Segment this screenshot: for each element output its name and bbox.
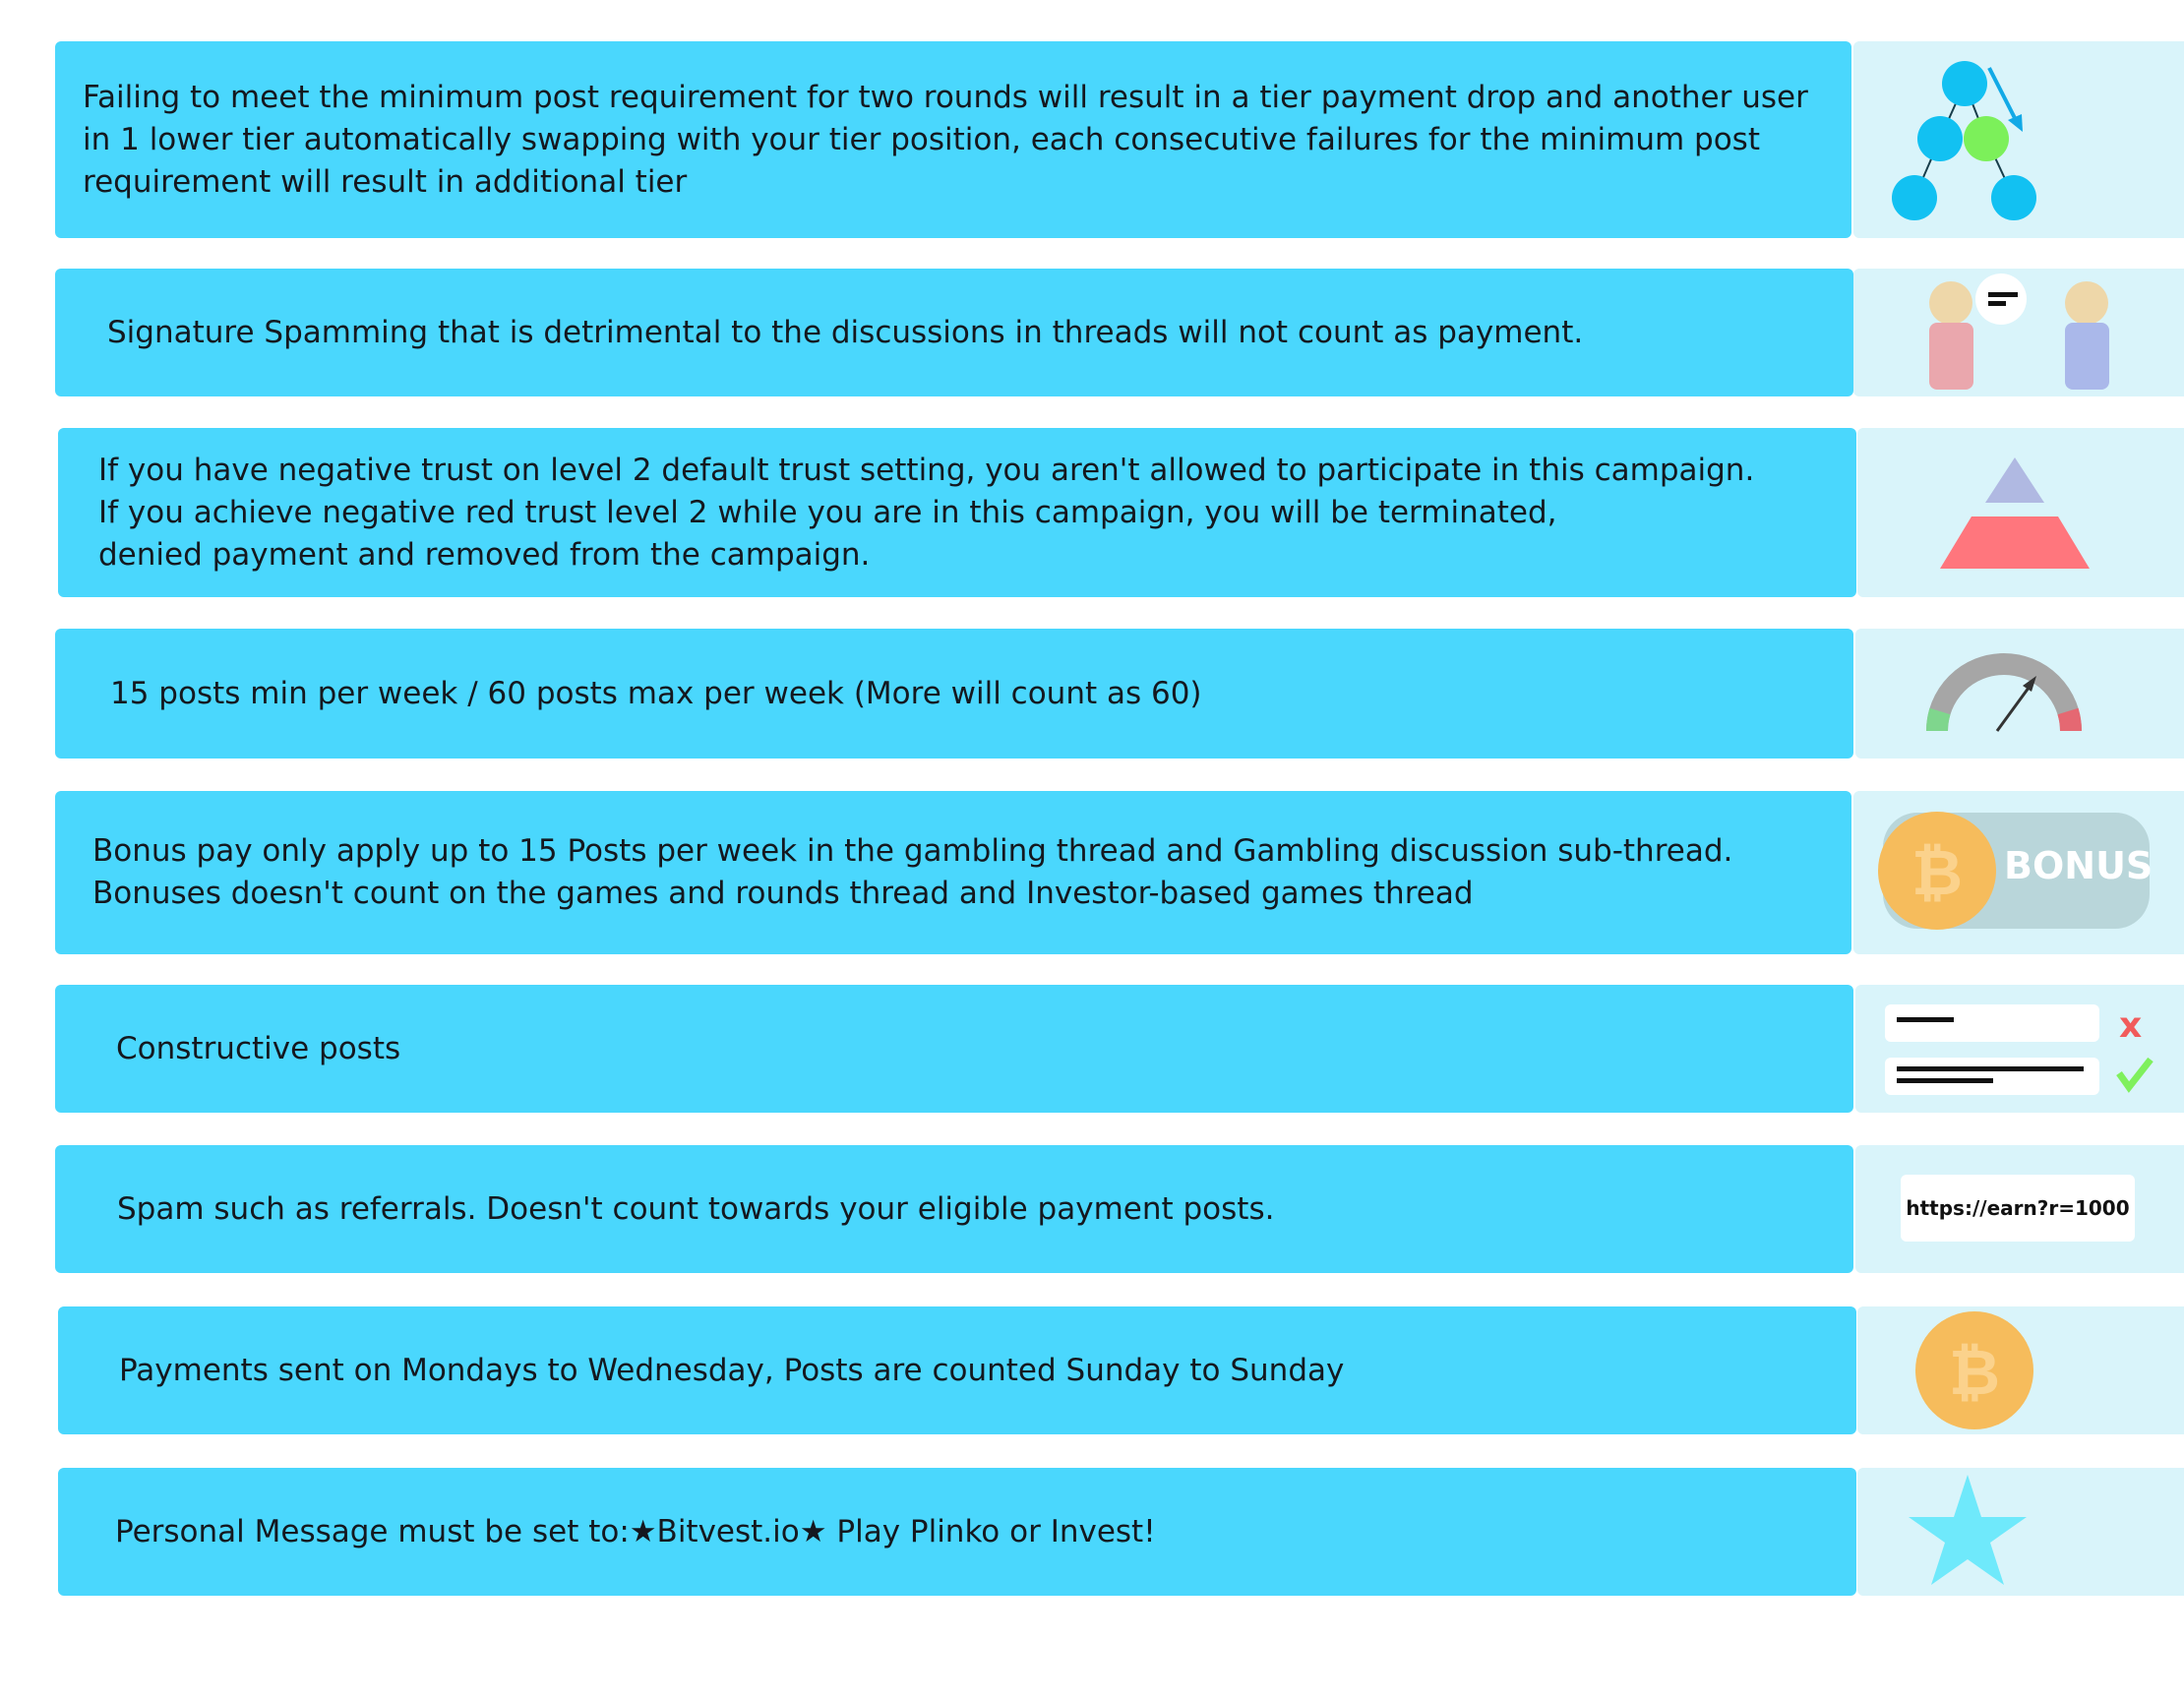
tier-tree-icon [1853, 41, 2184, 238]
rule-row-constructive [55, 985, 2184, 1113]
gauge-icon [1855, 629, 2184, 759]
star-icon [1857, 1468, 2184, 1596]
conversation-people-icon [1853, 269, 2184, 396]
rule-bar [55, 1145, 1853, 1273]
rule-text: Bonus pay only apply up to 15 Posts per week in the gambling thread and Gambling discussion sub-thread. Bonuses doesn't count on the games and rounds thread and Investor-based games thread [92, 833, 1733, 911]
rule-text: Constructive posts [116, 1030, 401, 1066]
rule-icon-panel [1853, 791, 2184, 954]
rule-row-payment-schedule [55, 1306, 2184, 1434]
rule-icon-panel [1855, 629, 2184, 759]
rule-text: Payments sent on Mondays to Wednesday, Posts are counted Sunday to Sunday [119, 1352, 1345, 1388]
rule-row-negative-trust [55, 428, 2184, 597]
rule-bar [55, 791, 1851, 954]
rule-icon-panel [1857, 1306, 2184, 1434]
rule-text: If you have negative trust on level 2 default trust setting, you aren't allowed to participate in this campaign. If you achieve negative red trust level 2 while you are in this campaign, you will be terminated, denied payment and removed from the campaign. [98, 452, 1755, 573]
rule-text: Failing to meet the minimum post requirement for two rounds will result in a tier payment drop and another user in 1 lower tier automatically swapping with your tier position, each consecutive failures for the minimum post requirement will result in additional tier [83, 79, 1808, 200]
referral-link-box [1901, 1175, 2135, 1242]
rule-icon-panel [1855, 1145, 2184, 1273]
svg-text:₿: ₿ [1948, 1337, 2001, 1410]
rule-row-bonus [55, 791, 2184, 954]
rule-bar [58, 1306, 1856, 1434]
rule-icon-panel [1853, 41, 2184, 238]
rule-text: Spam such as referrals. Doesn't count towards your eligible payment posts. [117, 1190, 1275, 1227]
rule-row-personal-message [55, 1468, 2184, 1596]
bonus-label: BONUS [2004, 844, 2154, 887]
rule-text: Personal Message must be set to:★Bitvest.io★ Play Plinko or Invest! [115, 1513, 1156, 1549]
rule-icon-panel [1857, 1468, 2184, 1596]
rule-bar [55, 41, 1851, 238]
svg-text:x: x [2119, 1005, 2143, 1046]
rule-icon-panel [1857, 428, 2184, 597]
rule-bar [58, 1468, 1856, 1596]
bitcoin-icon [1857, 1306, 2184, 1434]
rule-icon-panel [1853, 269, 2184, 396]
rule-row-tier-drop [55, 41, 2184, 238]
rule-bar [55, 629, 1853, 759]
trust-pyramid-icon [1857, 428, 2184, 597]
referral-link-text: https://earn?r=1000 [1906, 1196, 2130, 1220]
rule-icon-panel [1855, 985, 2184, 1113]
rule-bar [58, 428, 1856, 597]
rule-text: Signature Spamming that is detrimental to the discussions in threads will not count as payment. [107, 314, 1584, 350]
rule-text: 15 posts min per week / 60 posts max per week (More will count as 60) [110, 675, 1202, 711]
rule-row-signature-spam [55, 269, 2184, 396]
rule-row-post-limits [55, 629, 2184, 759]
rule-row-referral-spam [55, 1145, 2184, 1273]
rule-bar [55, 269, 1853, 396]
post-quality-icon [1855, 985, 2184, 1113]
rule-bar [55, 985, 1853, 1113]
svg-text:₿: ₿ [1911, 837, 1964, 910]
